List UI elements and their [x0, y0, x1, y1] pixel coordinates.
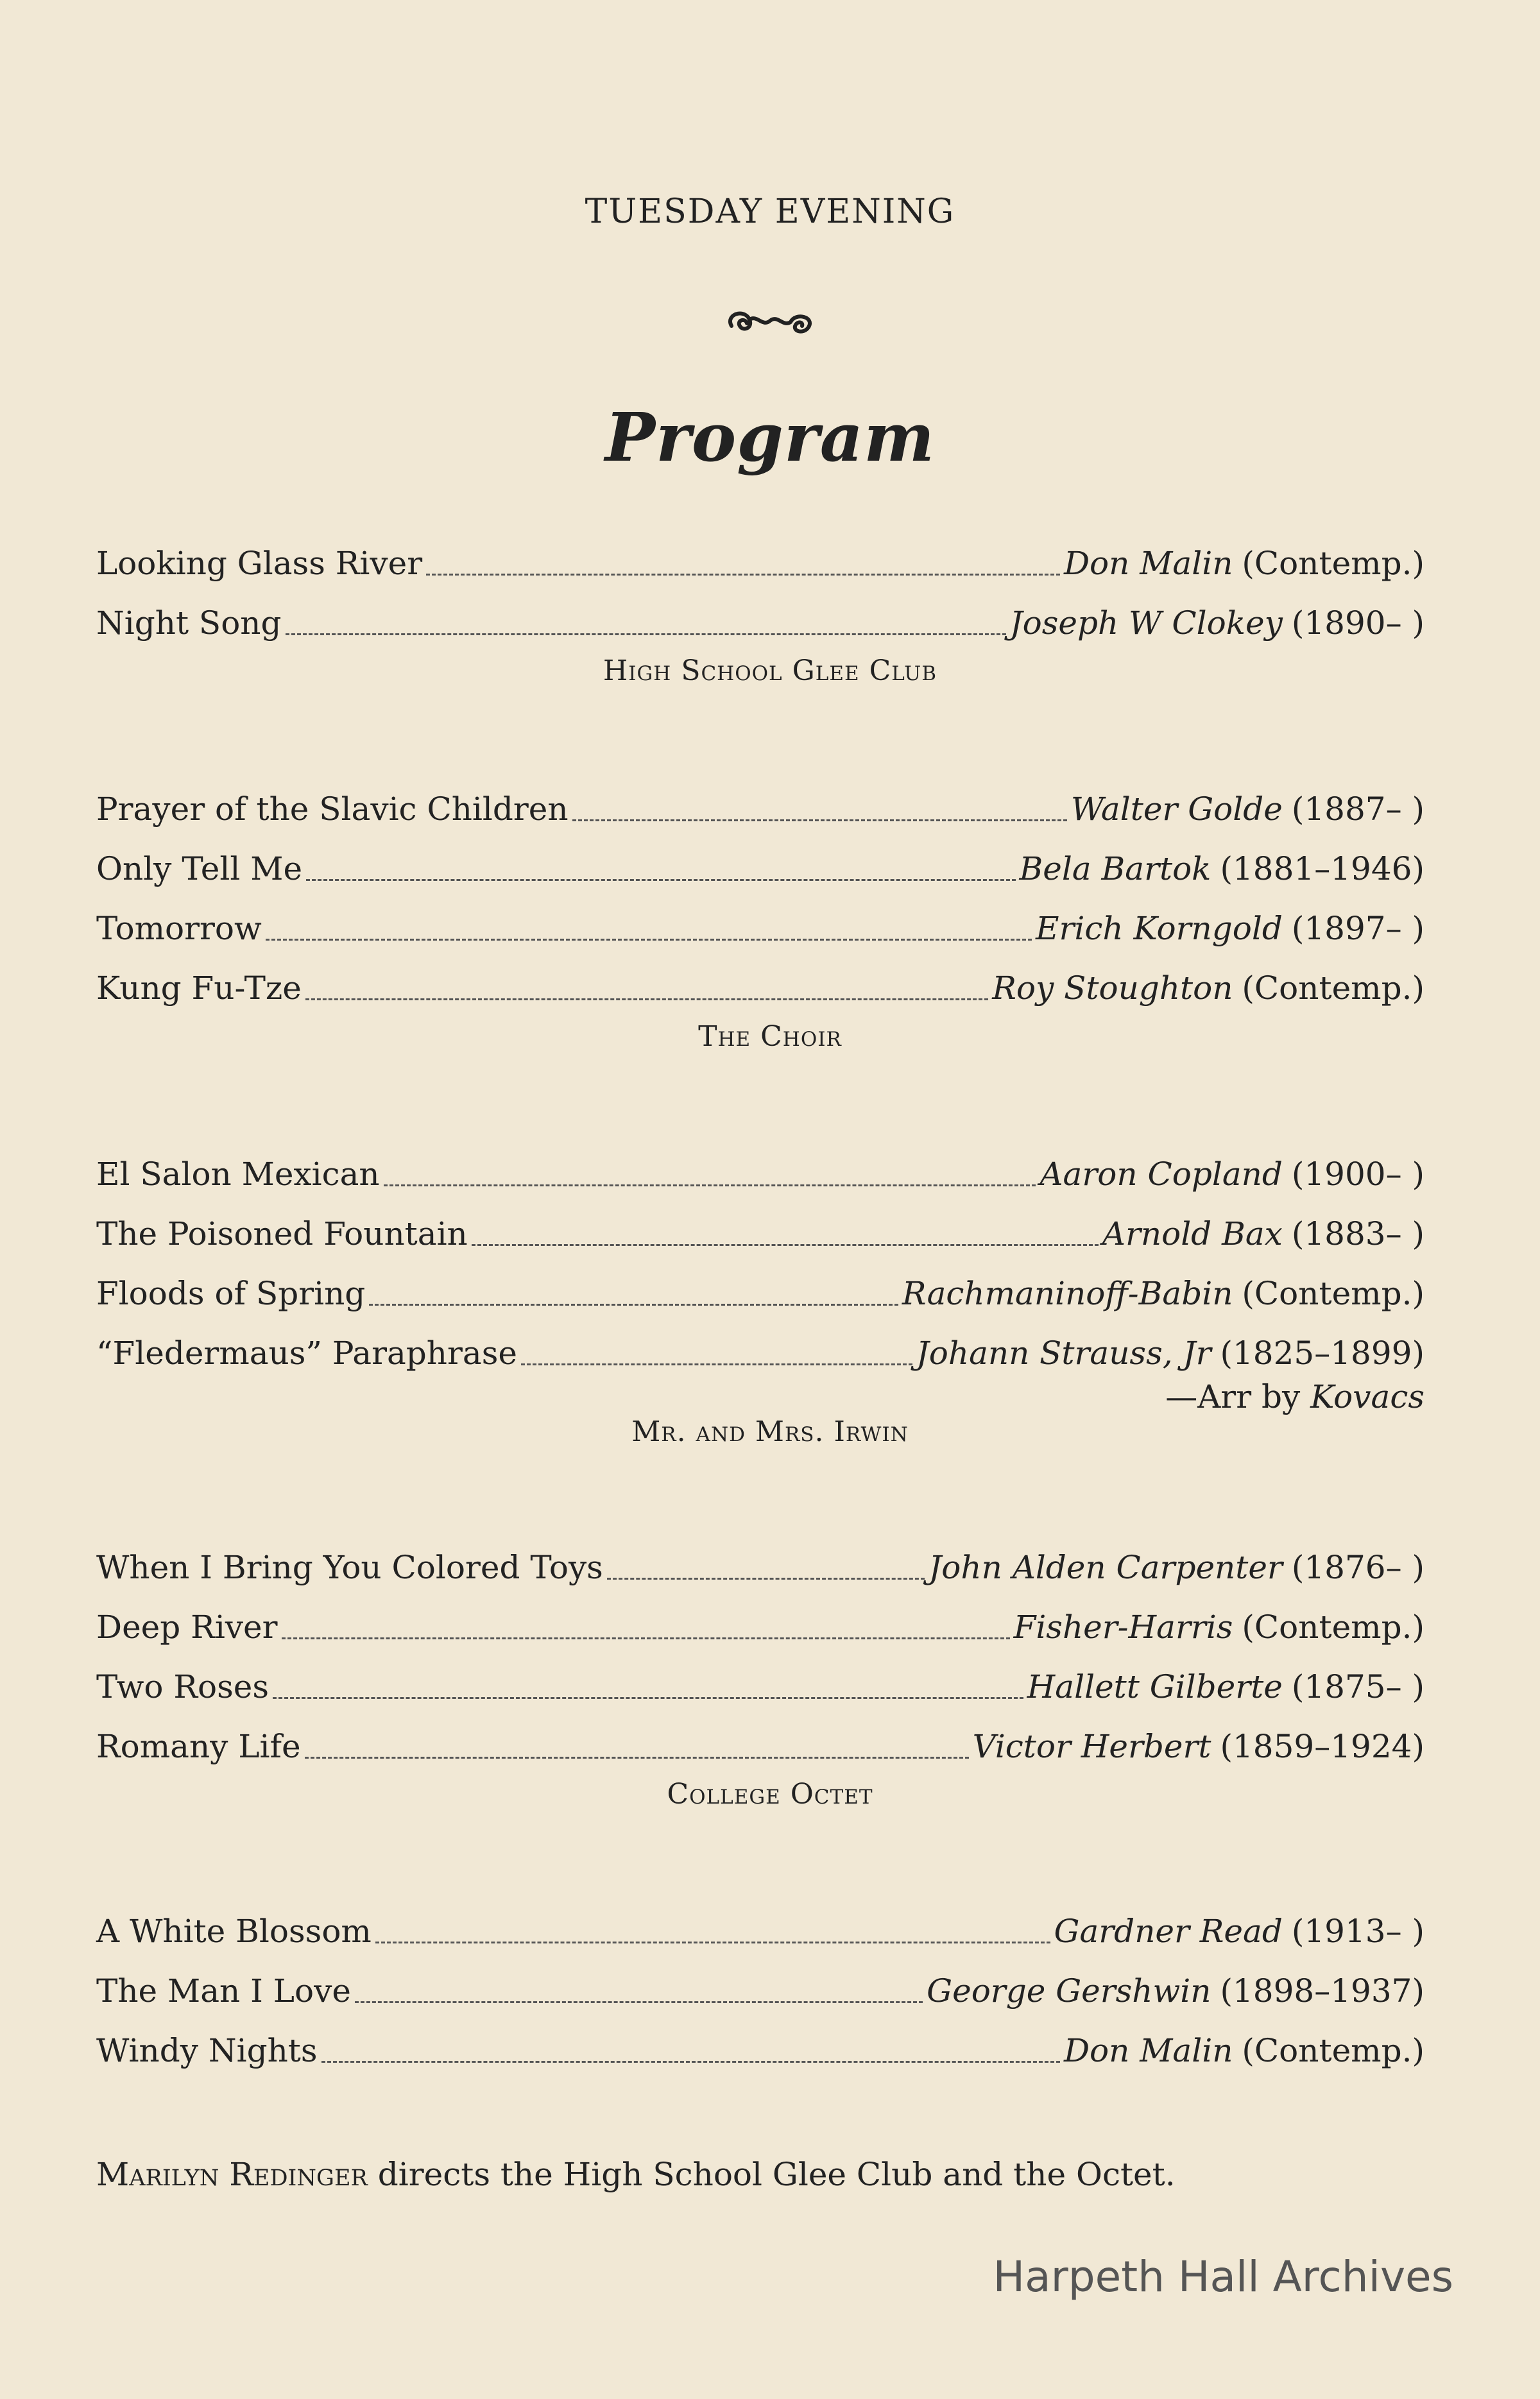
director-note	[96, 2156, 1176, 2193]
program-entry	[96, 1968, 1425, 2013]
piece-title: “Fledermaus” Paraphrase	[96, 1335, 517, 1372]
program-entry	[96, 1664, 1425, 1709]
composer-name: Johann Strauss, Jr	[916, 1335, 1211, 1372]
composer-years: (Contemp.)	[1242, 969, 1425, 1007]
piece-title: Deep River	[96, 1609, 278, 1646]
piece-title: Looking Glass River	[96, 545, 423, 582]
composer-name: Gardner Read	[1054, 1913, 1283, 1950]
piece-title: Kung Fu-Tze	[96, 969, 302, 1007]
program-entry	[96, 1152, 1425, 1197]
piece-title: Tomorrow	[96, 910, 262, 947]
composer-years: (1859–1924)	[1220, 1728, 1425, 1765]
piece-title: Only Tell Me	[96, 850, 303, 887]
composer-name: Don Malin	[1063, 2032, 1233, 2069]
leader-dots	[384, 1184, 1036, 1186]
leader-dots	[521, 1363, 912, 1365]
arranger-name: Kovacs	[1310, 1378, 1425, 1415]
program-entry	[96, 1331, 1425, 1376]
piece-title: A White Blossom	[96, 1913, 372, 1950]
program-entry	[96, 541, 1425, 586]
leader-dots	[472, 1244, 1099, 1246]
leader-dots	[355, 2001, 923, 2003]
composer-years: (Contemp.)	[1242, 1609, 1425, 1646]
piece-title: Prayer of the Slavic Children	[96, 790, 569, 828]
page-heading: TUESDAY EVENING	[585, 192, 955, 231]
composer-name: Hallett Gilberte	[1027, 1668, 1283, 1705]
composer-name: Walter Golde	[1070, 790, 1283, 828]
composer-years: (1900– )	[1291, 1156, 1425, 1193]
composer-years: (1890– )	[1291, 604, 1425, 642]
leader-dots	[306, 879, 1015, 881]
piece-title: The Poisoned Fountain	[96, 1215, 468, 1252]
composer-years: (1875– )	[1291, 1668, 1425, 1705]
leader-dots	[375, 1942, 1050, 1943]
program-entry	[96, 906, 1425, 951]
program-entry	[96, 1724, 1425, 1769]
composer-name: Don Malin	[1063, 545, 1233, 582]
composer-years: (1825–1899)	[1220, 1335, 1425, 1372]
composer-name: Arnold Bax	[1102, 1215, 1283, 1252]
composer-name: Erich Korngold	[1036, 910, 1283, 947]
director-name: Marilyn Redinger	[96, 2156, 368, 2193]
composer-name: Rachmaninoff-Babin	[902, 1275, 1233, 1312]
program-entry	[96, 1605, 1425, 1650]
composer-name: George Gershwin	[927, 1972, 1211, 2010]
composer-name: John Alden Carpenter	[928, 1549, 1283, 1586]
composer-years: (1876– )	[1291, 1549, 1425, 1586]
leader-dots	[305, 998, 988, 1000]
program-entry	[96, 787, 1425, 832]
program-entry	[96, 1545, 1425, 1590]
piece-title: The Man I Love	[96, 1972, 351, 2010]
leader-dots	[266, 939, 1032, 941]
performer-label: College Octet	[667, 1778, 873, 1811]
arrangement-prefix: —Arr by	[1165, 1378, 1301, 1415]
piece-title: Floods of Spring	[96, 1275, 366, 1312]
leader-dots	[305, 1757, 969, 1759]
scroll-flourish-icon	[725, 302, 815, 340]
leader-dots	[369, 1304, 898, 1306]
program-entry	[96, 1909, 1425, 1954]
leader-dots	[321, 2061, 1060, 2063]
composer-name: Fisher-Harris	[1013, 1609, 1233, 1646]
composer-years: (1881–1946)	[1220, 850, 1425, 887]
performer-label: The Choir	[698, 1020, 842, 1053]
piece-title: Night Song	[96, 604, 282, 642]
piece-title: El Salon Mexican	[96, 1156, 380, 1193]
archive-watermark: Harpeth Hall Archives	[993, 2252, 1453, 2301]
leader-dots	[607, 1578, 925, 1580]
director-note-text: directs the High School Glee Club and the Octet.	[367, 2156, 1176, 2193]
leader-dots	[286, 633, 1006, 635]
composer-name: Bela Bartok	[1019, 850, 1211, 887]
piece-title: Windy Nights	[96, 2032, 318, 2069]
piece-title: When I Bring You Colored Toys	[96, 1549, 603, 1586]
composer-years: (Contemp.)	[1242, 1275, 1425, 1312]
program-title: Program	[604, 398, 936, 477]
composer-name: Roy Stoughton	[992, 969, 1233, 1007]
composer-years: (1887– )	[1291, 790, 1425, 828]
performer-label: Mr. and Mrs. Irwin	[631, 1415, 909, 1448]
program-entry	[96, 2028, 1425, 2073]
arrangement-credit	[1165, 1378, 1425, 1415]
piece-title: Romany Life	[96, 1728, 301, 1765]
composer-years: (Contemp.)	[1242, 2032, 1425, 2069]
composer-years: (1898–1937)	[1220, 1972, 1425, 2010]
program-entry	[96, 1271, 1425, 1316]
leader-dots	[273, 1697, 1023, 1699]
leader-dots	[426, 574, 1060, 576]
composer-name: Aaron Copland	[1040, 1156, 1283, 1193]
program-entry	[96, 846, 1425, 891]
piece-title: Two Roses	[96, 1668, 270, 1705]
composer-years: (1913– )	[1291, 1913, 1425, 1950]
composer-name: Joseph W Clokey	[1009, 604, 1283, 642]
composer-name: Victor Herbert	[972, 1728, 1211, 1765]
performer-label: High School Glee Club	[603, 654, 937, 687]
program-entry	[96, 966, 1425, 1011]
leader-dots	[572, 819, 1067, 821]
leader-dots	[282, 1637, 1010, 1639]
program-entry	[96, 601, 1425, 645]
composer-years: (Contemp.)	[1242, 545, 1425, 582]
composer-years: (1897– )	[1291, 910, 1425, 947]
program-entry	[96, 1211, 1425, 1256]
composer-years: (1883– )	[1291, 1215, 1425, 1252]
